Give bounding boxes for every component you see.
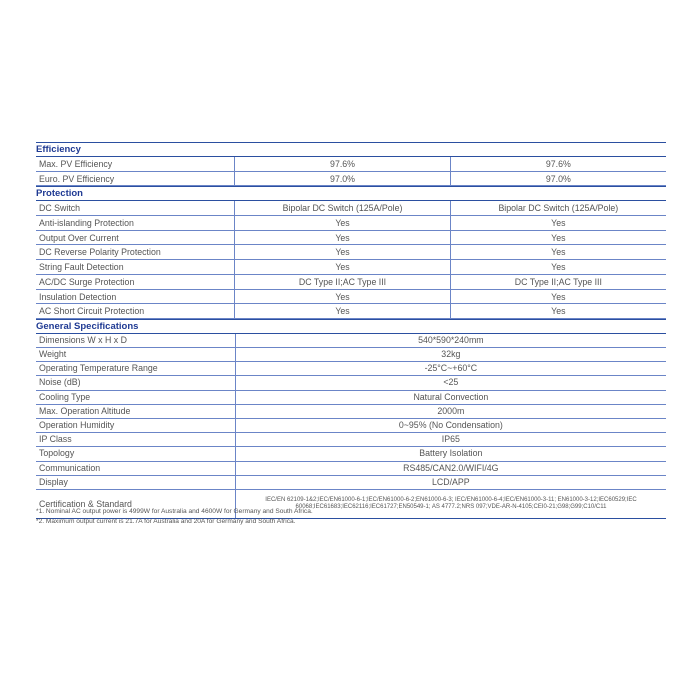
row-value-a: Bipolar DC Switch (125A/Pole) [234,201,449,215]
spec-table [36,142,666,519]
row-label: String Fault Detection [39,262,124,273]
row-value-b: DC Type II;AC Type III [450,275,666,289]
table-row [36,201,666,216]
row-value: LCD/APP [235,476,666,489]
row-label: Cooling Type [39,391,91,402]
table-row [36,334,666,348]
row-label: Insulation Detection [39,291,117,302]
row-label: Operating Temperature Range [39,363,158,374]
row-value-b: Yes [450,304,666,318]
row-label: Dimensions W x H x D [39,334,127,345]
row-label: Weight [39,349,67,360]
table-row [36,304,666,319]
row-label: Operation Humidity [39,420,115,430]
row-value-b: 97.0% [450,172,666,186]
row-value-a: Yes [234,260,449,274]
row-value-b: Bipolar DC Switch (125A/Pole) [450,201,666,215]
section-general-title: General Specifications [36,319,666,334]
table-row [36,391,666,405]
section-efficiency-title: Efficiency [36,142,666,157]
row-label: AC/DC Surge Protection [39,276,135,287]
row-value-b: Yes [450,231,666,245]
row-value: 2000m [235,405,666,418]
table-row [36,419,666,433]
row-label: Anti-islanding Protection [39,218,134,229]
row-value-a: 97.0% [234,172,449,186]
table-row [36,245,666,260]
table-row [36,362,666,376]
row-value-a: Yes [234,231,449,245]
footnote: *1. Nominal AC output power is 4999W for Australia and 4600W for Germany and South Africa. [36,508,313,515]
row-label: Certification & Standard [39,498,132,509]
row-label: Max. PV Efficiency [39,159,113,169]
row-value: Natural Convection [235,391,666,404]
row-value-b: 97.6% [450,157,666,171]
row-value: -25°C~+60°C [235,362,666,375]
row-value-b: Yes [450,245,666,259]
table-row [36,157,666,172]
row-label: Euro. PV Efficiency [39,173,115,184]
row-value: RS485/CAN2.0/WIFI/4G [235,462,666,475]
row-value-b: Yes [450,290,666,304]
row-label: Topology [39,448,75,459]
row-label: Max. Operation Altitude [39,405,131,416]
table-row [36,462,666,476]
row-value-a: DC Type II;AC Type III [234,275,449,289]
row-value-b: Yes [450,216,666,230]
table-row [36,260,666,275]
row-label: Output Over Current [39,232,119,243]
table-row [36,275,666,290]
row-value-b: Yes [450,260,666,274]
row-label: DC Switch [39,203,81,214]
table-row [36,231,666,246]
row-value: 0~95% (No Condensation) [235,419,666,432]
table-row [36,172,666,187]
row-value-a: 97.6% [234,157,449,171]
row-label: Communication [39,462,101,473]
footnote: *2. Maximum output current is 21.7A for Australia and 20A for Germany and South Africa. [36,517,296,525]
row-value-a: Yes [234,245,449,259]
row-label: Noise (dB) [39,377,81,388]
row-value: Battery Isolation [235,447,666,460]
table-row [36,290,666,305]
row-label: AC Short Circuit Protection [39,306,145,317]
footnotes [36,507,313,526]
row-value: 540*590*240mm [235,334,666,347]
table-row [36,447,666,461]
row-label: Display [39,476,68,487]
row-value: IEC/EN 62109-1&2;IEC/EN61000-6-1;IEC/EN61000-6-2;EN61000-6-3; IEC/EN61000-6-4;IEC/EN61000-3-11; EN61000-3-12;IEC60529;IEC 60068;IEC61683;IEC62116;IEC61727;EN50549-1; AS 4777.2;NRS 097;VDE-AR-N-4105;CEI0-21;G98;G99;C10/C11 [235,490,666,518]
section-protection-title: Protection [36,186,666,201]
table-row [36,405,666,419]
row-value-a: Yes [234,216,449,230]
row-value: 32kg [235,348,666,361]
table-row [36,476,666,490]
row-label: IP Class [39,434,72,445]
row-label: DC Reverse Polarity Protection [39,247,161,258]
row-value: IP65 [235,433,666,446]
row-value-a: Yes [234,304,449,318]
row-value-a: Yes [234,290,449,304]
table-row [36,216,666,231]
table-row [36,433,666,447]
table-row [36,376,666,390]
row-value: <25 [235,376,666,389]
table-row [36,348,666,362]
